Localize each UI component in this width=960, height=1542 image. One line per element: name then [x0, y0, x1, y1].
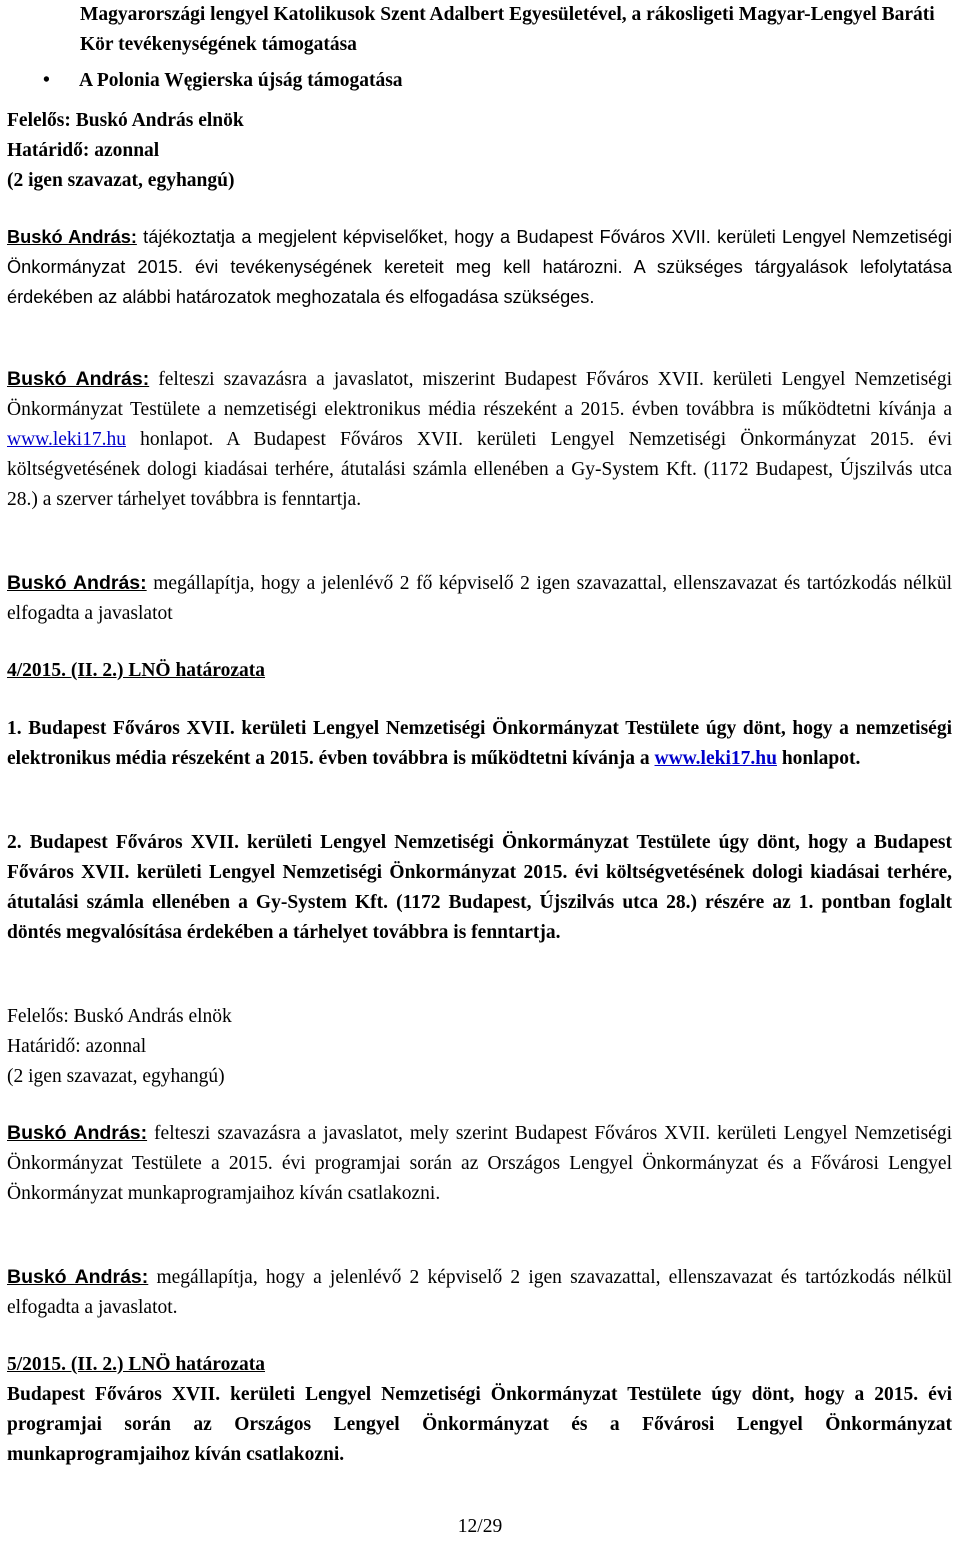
- deadline-line: Határidő: azonnal: [7, 140, 160, 161]
- responsible-line: Felelős: Buskó András elnök: [7, 1006, 232, 1027]
- resolution-5-title: 5/2015. (II. 2.) LNÖ határozata: [7, 1354, 266, 1375]
- paragraph-result-2: [7, 1262, 952, 1323]
- bullet-icon: •: [43, 70, 50, 91]
- resolution-text: honlapot.: [776, 748, 861, 769]
- paragraph-text: felteszi szavazásra a javaslatot, mely szerint Budapest Főváros XVII. kerületi Lengyel Nemzetiségi Önkormányzat Testülete a 2015. évi programjai során az Országos Lengyel Önkormányzat és a Fővárosi Lengyel Önkormányzat munkaprogramjaihoz kíván csatlakozni.: [7, 1123, 953, 1204]
- page-number: 12/29: [457, 1516, 503, 1537]
- header-title: Magyarországi lengyel Katolikusok Szent Adalbert Egyesületével, a rákosligeti Magyar-Lengyel Baráti Kör tevékenységének támogatása: [80, 4, 935, 55]
- paragraph-text: tájékoztatja a megjelent képviselőket, hogy a Budapest Főváros XVII. kerületi Lengyel Nemzetiségi Önkormányzat 2015. évi tevékenységének kereteit meg kell határozni. A szükséges tárgyalások lefolytatása érdekében az alábbi határozatok meghozatala és elfogadása szükséges.: [7, 227, 952, 307]
- resolution-4-title: 4/2015. (II. 2.) LNÖ határozata: [7, 660, 266, 681]
- paragraph-text: honlapot. A Budapest Főváros XVII. kerületi Lengyel Nemzetiségi Önkormányzat 2015. évi költségvetésének dologi kiadásai terhére, átutalási számla ellenében a Gy-System Kft. (1172 Budapest, Újszilvás utca 28.) a szerver tárhelyet továbbra is fenntartja.: [7, 429, 952, 510]
- bullet-item: [7, 66, 952, 96]
- speaker-name: Buskó András:: [7, 368, 150, 390]
- leki17-link[interactable]: www.leki17.hu: [654, 748, 777, 769]
- paragraph-text: megállapítja, hogy a jelenlévő 2 képviselő 2 igen szavazattal, ellenszavazat és tartózkodás nélkül elfogadta a javaslatot.: [7, 1267, 953, 1318]
- paragraph-result: [7, 568, 952, 629]
- paragraph-proposal-2: [7, 1118, 952, 1209]
- speaker-name: Buskó András:: [7, 1122, 148, 1144]
- bullet-text: A Polonia Węgierska újság támogatása: [79, 70, 403, 91]
- resolution-4-item-1: [7, 714, 952, 774]
- paragraph-text: felteszi szavazásra a javaslatot, miszerint Budapest Főváros XVII. kerületi Lengyel Nemzetiségi Önkormányzat Testülete a nemzetiségi elektronikus média részeként a 2015. évben továbbra is működtetni kívánja a: [7, 369, 952, 420]
- speaker-name: Buskó András:: [7, 227, 137, 247]
- speaker-name: Buskó András:: [7, 1266, 149, 1288]
- paragraph-text: megállapítja, hogy a jelenlévő 2 fő képviselő 2 igen szavazattal, ellenszavazat és tartózkodás nélkül elfogadta a javaslatot: [7, 573, 953, 624]
- paragraph-intro: [7, 222, 952, 312]
- resolution-text: 1. Budapest Főváros XVII. kerületi Lengyel Nemzetiségi Önkormányzat Testülete úgy dönt, hogy a nemzetiségi elektronikus média részeként a 2015. évben továbbra is működtetni kívánja a: [7, 718, 952, 769]
- speaker-name: Buskó András:: [7, 572, 147, 594]
- paragraph-proposal: [7, 364, 952, 515]
- leki17-link[interactable]: www.leki17.hu: [7, 429, 126, 450]
- resolution-5-text: Budapest Főváros XVII. kerületi Lengyel Nemzetiségi Önkormányzat Testülete úgy dönt, hogy a 2015. évi programjai során az Országos Lengyel Önkormányzat és a Fővárosi Lengyel Önkormányzat munkaprogramjaihoz kíván csatlakozni.: [7, 1384, 952, 1465]
- resolution-4-item-2: 2. Budapest Főváros XVII. kerületi Lengyel Nemzetiségi Önkormányzat Testülete úgy dönt, hogy a Budapest Főváros XVII. kerületi Lengyel Nemzetiségi Önkormányzat 2015. évi költségvetésének dologi kiadásai terhére, átutalási számla ellenében a Gy-System Kft. (1172 Budapest, Újszilvás utca 28.) részére az 1. pontban foglalt döntés megvalósítása érdekében a tárhelyet továbbra is fenntartja.: [7, 832, 952, 943]
- deadline-line: Határidő: azonnal: [7, 1036, 147, 1057]
- vote-line: (2 igen szavazat, egyhangú): [7, 170, 235, 191]
- responsible-line: Felelős: Buskó András elnök: [7, 110, 244, 131]
- vote-line: (2 igen szavazat, egyhangú): [7, 1066, 225, 1087]
